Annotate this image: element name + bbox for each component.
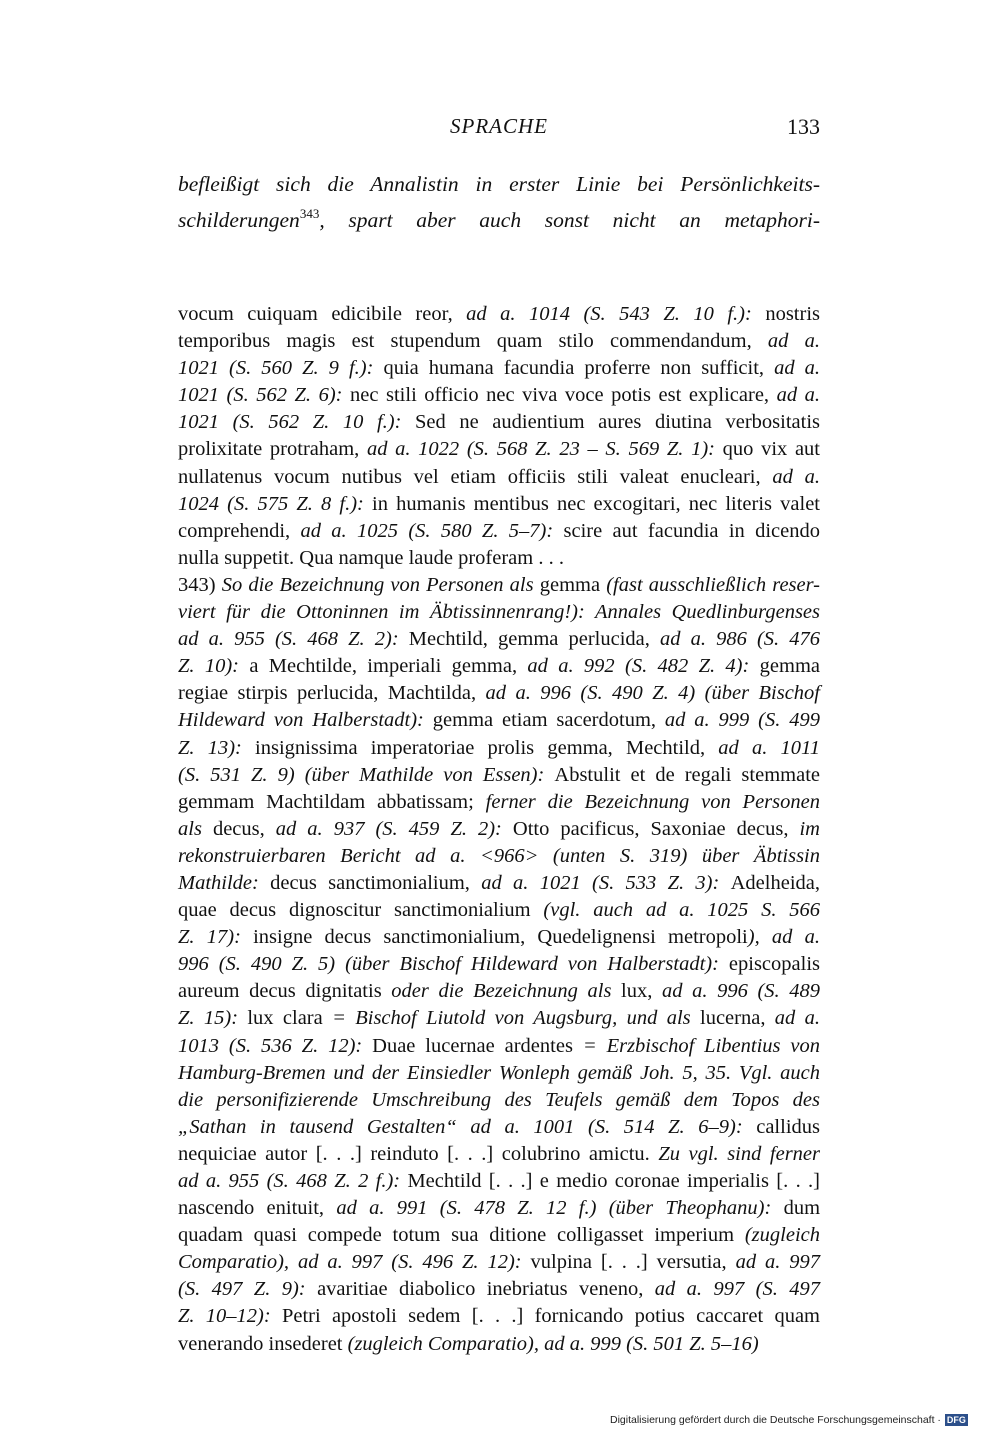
digitization-credit <box>610 1414 990 1430</box>
footnote-line <box>178 328 820 355</box>
footnote-line <box>178 382 820 409</box>
footnote-line <box>178 1005 820 1032</box>
italic-citation: viert für die Ottoninnen im Äbtissinnenrang!): Annales Quedlinburgenses <box>178 601 820 624</box>
footnote-line <box>178 816 820 843</box>
footnote-line <box>178 653 820 680</box>
footnote-line <box>178 1141 820 1168</box>
footnote-reference[interactable]: 343 <box>299 206 320 221</box>
italic-citation: als <box>178 817 213 840</box>
quoted-text: decus, <box>212 817 276 840</box>
footnote-line <box>178 789 820 816</box>
quoted-text: vocum cuiquam edicibile reor, <box>178 303 467 325</box>
italic-citation: ad a. 991 (S. 478 Z. 12 f.) (über Theophanu): <box>336 1197 784 1220</box>
italic-citation: ad a. 997 <box>735 1251 820 1274</box>
italic-citation: Z. 13): <box>178 736 256 759</box>
italic-citation: Comparatio), ad a. 997 (S. 496 Z. 12): <box>178 1251 531 1274</box>
credit-text: Digitalisierung gefördert durch die Deutsche Forschungsgemeinschaft · <box>610 1414 941 1426</box>
italic-citation: ad a. <box>776 384 820 407</box>
footnote-line <box>178 707 820 734</box>
footnote-line <box>178 1195 820 1222</box>
quoted-text: nullatenus vocum nutibus vel etiam officiis stili valeat enucleari, <box>178 465 773 488</box>
italic-citation: Hildeward von Halberstadt): <box>178 709 433 732</box>
quoted-text: aureum decus dignitatis <box>178 980 392 1003</box>
quoted-text: Otto pacificus, Saxoniae decus, <box>512 817 800 840</box>
italic-citation: (S. 531 Z. 9) (über Mathilde von Essen): <box>178 763 555 786</box>
italic-citation: ad a. 937 (S. 459 Z. 2): <box>275 817 513 840</box>
footnote-line <box>178 1114 820 1141</box>
italic-citation: So die Bezeichnung von Personen als <box>221 573 540 596</box>
quoted-text: insigne decus sanctimonialium, Quedelignensi metropoli <box>253 926 748 949</box>
quoted-text: Mechtild, gemma perlucida, <box>408 628 660 651</box>
footnote-line <box>178 626 820 653</box>
body-text-fragment: schilderungen <box>178 208 300 232</box>
italic-citation: ad a. 1025 (S. 580 Z. 5–7): <box>300 519 564 542</box>
italic-citation: ad a. 996 (S. 490 Z. 4) (über Bischof <box>485 682 820 705</box>
footnote-line <box>178 436 820 463</box>
quoted-text: Duae lucernae ardentes <box>372 1034 583 1057</box>
quoted-text: Adelheida, <box>730 871 820 894</box>
footnote-line <box>178 545 820 572</box>
footnote-line <box>178 1331 820 1358</box>
quoted-text: gemma <box>539 573 607 596</box>
italic-citation: 1021 (S. 562 Z. 10 f.): <box>178 411 416 434</box>
quoted-text: episcopalis <box>728 953 820 976</box>
italic-citation: oder die Bezeichnung als <box>391 980 622 1003</box>
italic-citation: rekonstruierbaren Bericht ad a. <966> (unten S. 319) über Äbtissin <box>178 844 820 867</box>
italic-citation: Hamburg-Bremen und der Einsiedler Wonleph gemäß Joh. 5, 35. Vgl. auch <box>178 1061 820 1084</box>
quoted-text: gemma etiam sacerdotum, <box>432 709 665 732</box>
footnote-line <box>178 491 820 518</box>
footnote-line <box>178 762 820 789</box>
footnote-line <box>178 897 820 924</box>
quoted-text: callidus <box>756 1115 820 1138</box>
quoted-text: quae decus dignoscitur sanctimonialium <box>178 899 544 922</box>
footnote-line <box>178 1168 820 1195</box>
quoted-text: nec stili officio nec viva voce potis est explicare, <box>350 384 777 407</box>
quoted-text: venerando insederet <box>178 1332 348 1355</box>
footnote-line <box>178 1087 820 1114</box>
italic-citation: ad a. <box>772 465 820 488</box>
italic-citation: „Sathan in tausend Gestalten“ ad a. 1001 (S. 514 Z. 6–9): <box>178 1115 757 1138</box>
footnote-line <box>178 978 820 1005</box>
body-line <box>178 202 820 238</box>
quoted-text: Sed ne audientium aures diutina verbositatis <box>415 411 821 434</box>
footnote-block <box>178 301 820 1358</box>
quoted-text: a Mechtilde, imperiali gemma, <box>249 655 528 678</box>
italic-citation: Z. 17): <box>178 926 254 949</box>
footnote-line <box>178 1060 820 1087</box>
italic-citation: ), ad a. <box>747 926 820 949</box>
italic-citation: 1013 (S. 536 Z. 12): <box>178 1034 373 1057</box>
quoted-text: Petri apostoli sedem [. . .] fornicando potius caccaret quam <box>281 1305 820 1328</box>
quoted-text: vulpina [. . .] versutia, <box>530 1251 736 1274</box>
quoted-text: lucerna, <box>700 1007 775 1030</box>
quoted-text: gemma <box>759 655 820 678</box>
italic-citation: ad a. 986 (S. 476 <box>659 628 820 651</box>
italic-citation: (fast ausschließlich reser- <box>606 573 821 596</box>
italic-citation: 1024 (S. 575 Z. 8 f.): <box>178 492 372 515</box>
quoted-text: quo vix aut <box>722 438 820 461</box>
italic-citation: ad a. 997 (S. 497 <box>654 1278 820 1301</box>
footnote-line <box>178 464 820 491</box>
footnote-line <box>178 680 820 707</box>
italic-citation: ad a. 992 (S. 482 Z. 4): <box>527 655 760 678</box>
running-title: SPRACHE <box>450 114 548 138</box>
quoted-text: temporibus magis est stupendum quam stilo commendandum, <box>178 330 768 353</box>
footnote-line <box>178 1033 820 1060</box>
italic-citation: Zu vgl. sind ferner <box>658 1142 821 1165</box>
quoted-text: insignissima imperatoriae prolis gemma, Mechtild, <box>255 736 719 759</box>
italic-citation: ad a. 996 (S. 489 <box>661 980 821 1003</box>
quoted-text: scire aut facundia in dicendo <box>563 519 820 542</box>
italic-citation: Z. 10): <box>178 655 250 678</box>
quoted-text: nostris <box>765 303 820 325</box>
italic-citation: ad a. 955 (S. 468 Z. 2): <box>178 628 409 651</box>
footnote-line <box>178 355 820 382</box>
italic-citation: = Erzbischof Libentius von <box>582 1034 820 1057</box>
italic-citation: ad a. 1014 (S. 543 Z. 10 f.): <box>466 303 766 325</box>
italic-citation: ad a. 955 (S. 468 Z. 2 f.): <box>178 1170 408 1192</box>
italic-citation: ad a. 1021 (S. 533 Z. 3): <box>481 871 731 894</box>
body-text-fragment: , spart aber auch sonst nicht an metaphori- <box>319 208 820 232</box>
quoted-text: Mechtild [. . .] e medio coronae imperialis [. . .] <box>407 1170 820 1192</box>
italic-citation: 1021 (S. 562 Z. 6): <box>178 384 351 407</box>
italic-citation: Mathilde: <box>178 871 271 894</box>
footnote-line <box>178 843 820 870</box>
italic-citation: (S. 497 Z. 9): <box>178 1278 318 1301</box>
body-line: befleißigt sich die Annalistin in erster Linie bei Persönlichkeits- <box>178 172 820 196</box>
running-header <box>178 114 820 148</box>
footnote-line <box>178 735 820 762</box>
footnote-line <box>178 599 820 626</box>
italic-citation: ad a. 1022 (S. 568 Z. 23 – S. 569 Z. 1): <box>366 438 723 461</box>
quoted-text: comprehendi, <box>178 519 301 542</box>
footnote-line <box>178 301 820 328</box>
italic-citation: 996 (S. 490 Z. 5) (über Bischof Hildeward von Halberstadt): <box>178 953 729 976</box>
quoted-text: dum <box>783 1197 821 1220</box>
italic-citation: ad a. <box>774 357 820 380</box>
italic-citation: 1021 (S. 560 Z. 9 f.): <box>178 357 384 380</box>
quoted-text: lux clara <box>247 1007 333 1030</box>
quoted-text: quadam quasi compede totum sua ditione colligasset imperium <box>178 1224 745 1247</box>
quoted-text: Abstulit et de regali stemmate <box>554 763 820 786</box>
italic-citation: ferner die Bezeichnung von Personen <box>485 790 820 813</box>
quoted-text: decus sanctimonialium, <box>270 871 482 894</box>
footnote-line <box>178 409 820 436</box>
italic-citation: ad a. 999 (S. 499 <box>664 709 820 732</box>
italic-citation: die personifizierende Umschreibung des Teufels gemäß dem Topos des <box>178 1088 820 1111</box>
italic-citation: ad a. <box>774 1007 821 1030</box>
footnote-line <box>178 1303 820 1330</box>
italic-citation: Z. 10–12): <box>178 1305 282 1328</box>
italic-citation: (zugleich Comparatio), ad a. 999 (S. 501 Z. 5–16) <box>347 1332 759 1355</box>
quoted-text: nulla suppetit. Qua namque laude proferam . . . <box>178 546 564 569</box>
footnote-line <box>178 518 820 545</box>
quoted-text: quia humana facundia proferre non sufficit, <box>383 357 775 380</box>
quoted-text: regiae stirpis perlucida, Machtilda, <box>178 682 486 705</box>
footnote-line <box>178 951 820 978</box>
page-number: 133 <box>787 114 820 139</box>
italic-citation: (vgl. auch ad a. 1025 S. 566 <box>543 899 820 922</box>
italic-citation: = Bischof Liutold von Augsburg, und als <box>332 1007 700 1030</box>
footnote-line <box>178 1276 820 1303</box>
quoted-text: avaritiae diabolico inebriatus veneno, <box>317 1278 655 1301</box>
italic-citation: ad a. <box>767 330 820 353</box>
footnote-line <box>178 1249 820 1276</box>
italic-citation: Z. 15): <box>178 1007 248 1030</box>
quoted-text: prolixitate protraham, <box>178 438 367 461</box>
italic-citation: (zugleich <box>744 1224 820 1247</box>
body-text <box>178 166 820 238</box>
italic-citation: im <box>799 817 820 840</box>
footnote-line <box>178 870 820 897</box>
footnote-line <box>178 924 820 951</box>
quoted-text: 343) <box>178 573 222 596</box>
italic-citation: ad a. 1011 <box>718 736 820 759</box>
footnote-line <box>178 572 820 599</box>
dfg-logo: DFG <box>946 1415 966 1426</box>
quoted-text: nequiciae autor [. . .] reinduto [. . .] colubrino amictu. <box>178 1142 659 1165</box>
footnote-line <box>178 1222 820 1249</box>
quoted-text: nascendo enituit, <box>178 1197 337 1220</box>
quoted-text: lux, <box>621 980 662 1003</box>
quoted-text: in humanis mentibus nec excogitari, nec literis valet <box>372 492 820 515</box>
quoted-text: gemmam Machtildam abbatissam; <box>178 790 486 813</box>
